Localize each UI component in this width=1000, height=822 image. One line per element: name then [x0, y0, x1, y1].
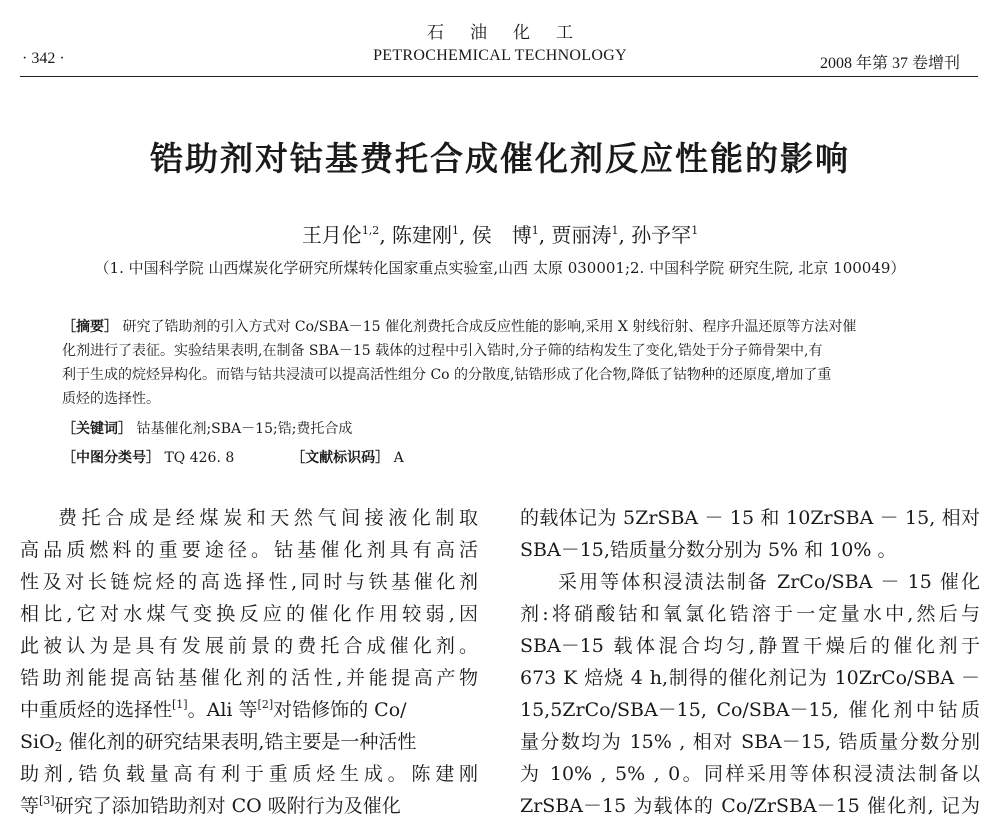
body-line: 锆助剂能提高钴基催化剂的活性,并能提高产物 — [20, 667, 478, 689]
abstract-label: ［摘要］ — [62, 319, 118, 335]
body-line: 此被认为是具有发展前景的费托合成催化剂。 — [20, 635, 478, 657]
keywords — [62, 418, 352, 438]
page-number: · 342 · — [22, 50, 65, 67]
author-separator: , — [459, 223, 466, 247]
citation-ref: [3] — [39, 794, 55, 807]
body-line: SBA－15 载体混合均匀,静置干燥后的催化剂于 — [520, 635, 980, 657]
article-title: 锆助剂对钴基费托合成催化剂反应性能的影响 — [150, 139, 850, 178]
body-line: 为 10% , 5% , 0。同样采用等体积浸渍法制备以 — [520, 763, 980, 785]
body-line — [20, 694, 478, 726]
body-line: 采用等体积浸渍法制备 ZrCo/SBA － 15 催化 — [558, 571, 980, 593]
citation-ref: [1] — [172, 698, 188, 711]
clc-label: ［中图分类号］ — [62, 450, 160, 466]
classification — [62, 447, 404, 467]
body-text: 。Ali 等 — [187, 699, 258, 721]
author-name: 贾丽涛 — [551, 223, 612, 247]
citation-ref: [2] — [257, 698, 274, 711]
author-affil-sup: 1 — [452, 224, 460, 237]
author-separator: , — [618, 223, 625, 247]
body-line: 费托合成是经煤炭和天然气间接液化制取 — [58, 507, 478, 529]
author-affil-sup: 1,2 — [361, 224, 380, 237]
abstract-text: 研究了锆助剂的引入方式对 Co/SBA－15 催化剂费托合成反应性能的影响,采用 X 射线衍射、程序升温还原等方法对催 — [122, 319, 857, 335]
journal-title-en: PETROCHEMICAL TECHNOLOGY — [373, 47, 627, 64]
body-line: 673 K 焙烧 4 h,制得的催化剂记为 10ZrCo/SBA － — [520, 667, 980, 689]
abstract — [62, 315, 942, 411]
author-separator: , — [538, 223, 546, 247]
keywords-label: ［关键词］ — [62, 421, 132, 437]
body-text: 等 — [20, 795, 40, 817]
abstract-line — [62, 315, 942, 339]
journal-title-cn: 石油化工 — [427, 23, 599, 43]
abstract-line: 利于生成的烷烃异构化。而锆与钴共浸渍可以提高活性组分 Co 的分散度,钴锆形成了化合物,降低了钴物种的还原度,增加了重 — [62, 367, 832, 383]
header-rule — [20, 76, 978, 77]
author-affil-sup: 1 — [691, 224, 699, 237]
body-line — [20, 790, 478, 822]
body-line: ZrSBA－15 为载体的 Co/ZrSBA－15 催化剂, 记为 — [520, 795, 980, 817]
body-line: 相比,它对水煤气变换反应的催化作用较弱,因 — [20, 603, 478, 625]
author-affil-sup: 1 — [531, 224, 539, 237]
body-column-left — [20, 502, 478, 822]
body-line: SBA－15,锆质量分数分别为 5% 和 10% 。 — [520, 539, 897, 561]
author-affil-sup: 1 — [611, 224, 619, 237]
body-text: 催化剂的研究结果表明,锆主要是一种活性 — [62, 731, 417, 753]
author-separator: , — [379, 223, 386, 247]
doc-code-label: ［文献标识码］ — [291, 450, 390, 466]
affiliation: （1. 中国科学院 山西煤炭化学研究所煤转化国家重点实验室,山西 太原 030001;2. 中国科学院 研究生院, 北京 100049） — [94, 259, 906, 277]
abstract-line: 化剂进行了表征。实验结果表明,在制备 SBA－15 载体的过程中引入锆时,分子筛的结构发生了变化,锆处于分子筛骨架中,有 — [62, 343, 823, 359]
clc-value: TQ 426. 8 — [164, 450, 235, 466]
body-line: 高品质燃料的重要途径。钴基催化剂具有高活 — [20, 539, 478, 561]
issue-info: 2008 年第 37 卷增刊 — [819, 55, 960, 72]
abstract-line: 质烃的选择性。 — [62, 391, 160, 407]
body-line: 的载体记为 5ZrSBA － 15 和 10ZrSBA － 15, 相对 — [520, 507, 980, 529]
doc-code-value: A — [393, 450, 404, 466]
author-list — [0, 219, 1000, 248]
author-name: 王月伦 — [301, 223, 362, 247]
body-line: 助剂,锆负载量高有利于重质烃生成。陈建刚 — [20, 763, 478, 785]
body-text: 研究了添加锆助剂对 CO 吸附行为及催化 — [54, 795, 401, 817]
author-name: 侯 博 — [471, 223, 532, 247]
body-text: 中重质烃的选择性 — [20, 699, 173, 721]
subscript: 2 — [54, 740, 63, 754]
body-column-right — [520, 502, 980, 822]
body-line: 量分数均为 15% , 相对 SBA－15, 锆质量分数分别 — [520, 731, 980, 753]
keywords-text: 钴基催化剂;SBA－15;锆;费托合成 — [136, 421, 353, 437]
body-text: 对锆修饰的 Co/ — [273, 699, 407, 721]
body-line: 15,5ZrCo/SBA－15, Co/SBA－15, 催化剂中钴质 — [520, 699, 980, 721]
author-name: 陈建刚 — [392, 223, 453, 247]
body-line: 剂:将硝酸钴和氧氯化锆溶于一定量水中,然后与 — [520, 603, 980, 625]
author-name: 孙予罕 — [631, 223, 692, 247]
body-line: 性及对长链烷烃的高选择性,同时与铁基催化剂 — [20, 571, 478, 593]
body-text: SiO — [20, 731, 55, 753]
body-line — [20, 726, 478, 758]
